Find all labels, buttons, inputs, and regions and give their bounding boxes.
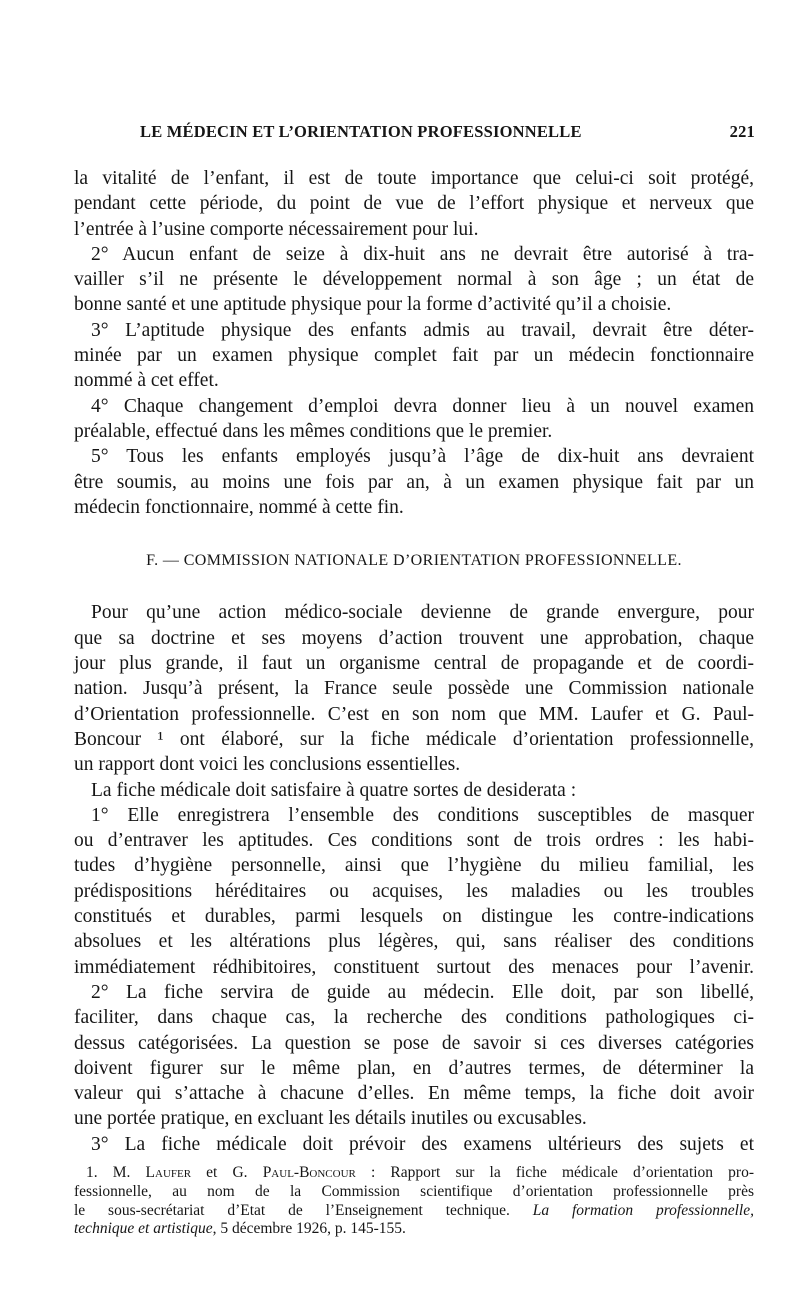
text-line: pendant cette période, du point de vue de l’effort physique et nerveux que [74,193,754,215]
footnote-line: fessionnelle, au nom de la Commission scientifique d’orientation professionnelle près [74,1182,754,1200]
paragraph-item-4 [74,394,754,445]
text-line: Boncour ¹ ont élaboré, sur la fiche médicale d’orientation professionnelle, [74,728,754,750]
text-line: nommé à cet effet. [74,370,219,392]
text-line: d’Orientation professionnelle. C’est en son nom que MM. Laufer et G. Paul- [74,703,754,725]
text-line: 3° L’aptitude physique des enfants admis au travail, devrait être déter- [91,319,754,341]
footnote-text: , 5 décembre 1926, p. 145-155. [212,1220,406,1238]
paragraph-item-2 [74,242,754,318]
text-line: 1° Elle enregistrera l’ensemble des conditions susceptibles de masquer [91,804,754,826]
text-line: minée par un examen physique complet fait par un médecin fonctionnaire [74,345,754,367]
paragraph-vitality [74,166,754,242]
text-line: prédispositions héréditaires ou acquises, les maladies ou les troubles [74,880,754,902]
text-line: dessus catégorisées. La question se pose de savoir si ces diverses catégories [74,1032,754,1054]
text-line: la vitalité de l’enfant, il est de toute importance que celui-ci soit protégé, [74,168,754,189]
text-line: que sa doctrine et ses moyens d’action trouvent une approbation, chaque [74,627,754,649]
text-line: 2° Aucun enfant de seize à dix-huit ans ne devrait être autorisé à tra- [91,243,754,265]
text-line: valeur qui s’attache à chacune d’elles. En même temps, la fiche doit avoir [74,1083,754,1105]
footnote-text: et G. [191,1164,263,1181]
footnote-publication-title: La formation professionnelle, [532,1201,754,1219]
text-line: 2° La fiche servira de guide au médecin. Elle doit, par son libellé, [91,981,754,1003]
page-number: 221 [729,122,755,141]
section-heading: F. — COMMISSION NATIONALE D’ORIENTATION PROFESSIONNELLE. [146,552,682,570]
footnote-line [74,1164,754,1183]
text-line: absolues et les altérations plus légères, qui, sans réaliser des conditions [74,931,754,953]
footnote-marker: 1. M. [86,1164,146,1181]
text-line: tudes d’hygiène personnelle, ainsi que l’hygiène du milieu familial, les [74,855,754,877]
text-line: préalable, effectué dans les mêmes conditions que le premier. [74,420,553,442]
body-text [74,166,754,1157]
paragraph-item-2-guide [74,980,754,1132]
text-line: bonne santé et une aptitude physique pour la forme d’activité qu’il a choisie. [74,294,672,316]
text-line: une portée pratique, en excluant les détails inutiles ou excusables. [74,1108,587,1130]
text-line: l’entrée à l’usine comporte nécessairement pour lui. [74,218,479,240]
paragraph-item-3-exams [74,1132,754,1157]
footnote [74,1164,754,1239]
text-line: constitués et durables, parmi lesquels on distingue les contre-indications [74,906,754,928]
footnote-publication-title: technique et artistique [74,1220,213,1238]
footnote-author: Laufer [145,1164,192,1181]
text-line: vailler s’il ne présente le développement normal à son âge ; un état de [74,269,754,291]
text-line: un rapport dont voici les conclusions essentielles. [74,754,461,776]
paragraph-commission [74,600,754,777]
text-line: La fiche médicale doit satisfaire à quatre sortes de desiderata : [91,779,577,801]
text-line: médecin fonctionnaire, nommé à cette fin. [74,496,404,518]
running-title: LE MÉDECIN ET L’ORIENTATION PROFESSIONNELLE [140,122,582,141]
text-line: doivent figurer sur le même plan, en d’autres termes, de déterminer la [74,1057,754,1079]
text-line: être soumis, au moins une fois par an, à un examen physique fait par un [74,471,754,493]
footnote-author: Paul-Boncour [262,1164,356,1181]
footnote-text: : Rapport sur la fiche médicale d’orientation pro- [355,1164,754,1181]
text-line: ou d’entraver les aptitudes. Ces conditions sont de trois ordres : les habi- [74,830,754,852]
text-line: jour plus grande, il faut un organisme central de propagande et de coordi- [74,653,754,675]
text-line: Pour qu’une action médico-sociale devienne de grande envergure, pour [91,602,754,624]
text-line: 4° Chaque changement d’emploi devra donner lieu à un nouvel examen [91,395,754,417]
footnote-line [74,1202,754,1221]
text-line: faciliter, dans chaque cas, la recherche des conditions pathologiques ci- [74,1007,754,1029]
footnote-line [74,1220,754,1239]
text-line: nation. Jusqu’à présent, la France seule possède une Commission nationale [74,678,754,700]
text-line: 3° La fiche médicale doit prévoir des examens ultérieurs des sujets et [91,1133,754,1155]
paragraph-item-3 [74,318,754,394]
text-line: 5° Tous les enfants employés jusqu’à l’âge de dix-huit ans devraient [91,446,754,468]
running-header [140,122,755,148]
footnote-text: le sous-secrétariat d’Etat de l’Enseignement technique. [74,1201,533,1219]
paragraph-item-5 [74,444,754,520]
paragraph-item-1-conditions [74,803,754,980]
text-line: immédiatement rédhibitoires, constituent surtout des menaces pour l’avenir. [74,956,754,978]
paragraph-desiderata [74,778,754,803]
